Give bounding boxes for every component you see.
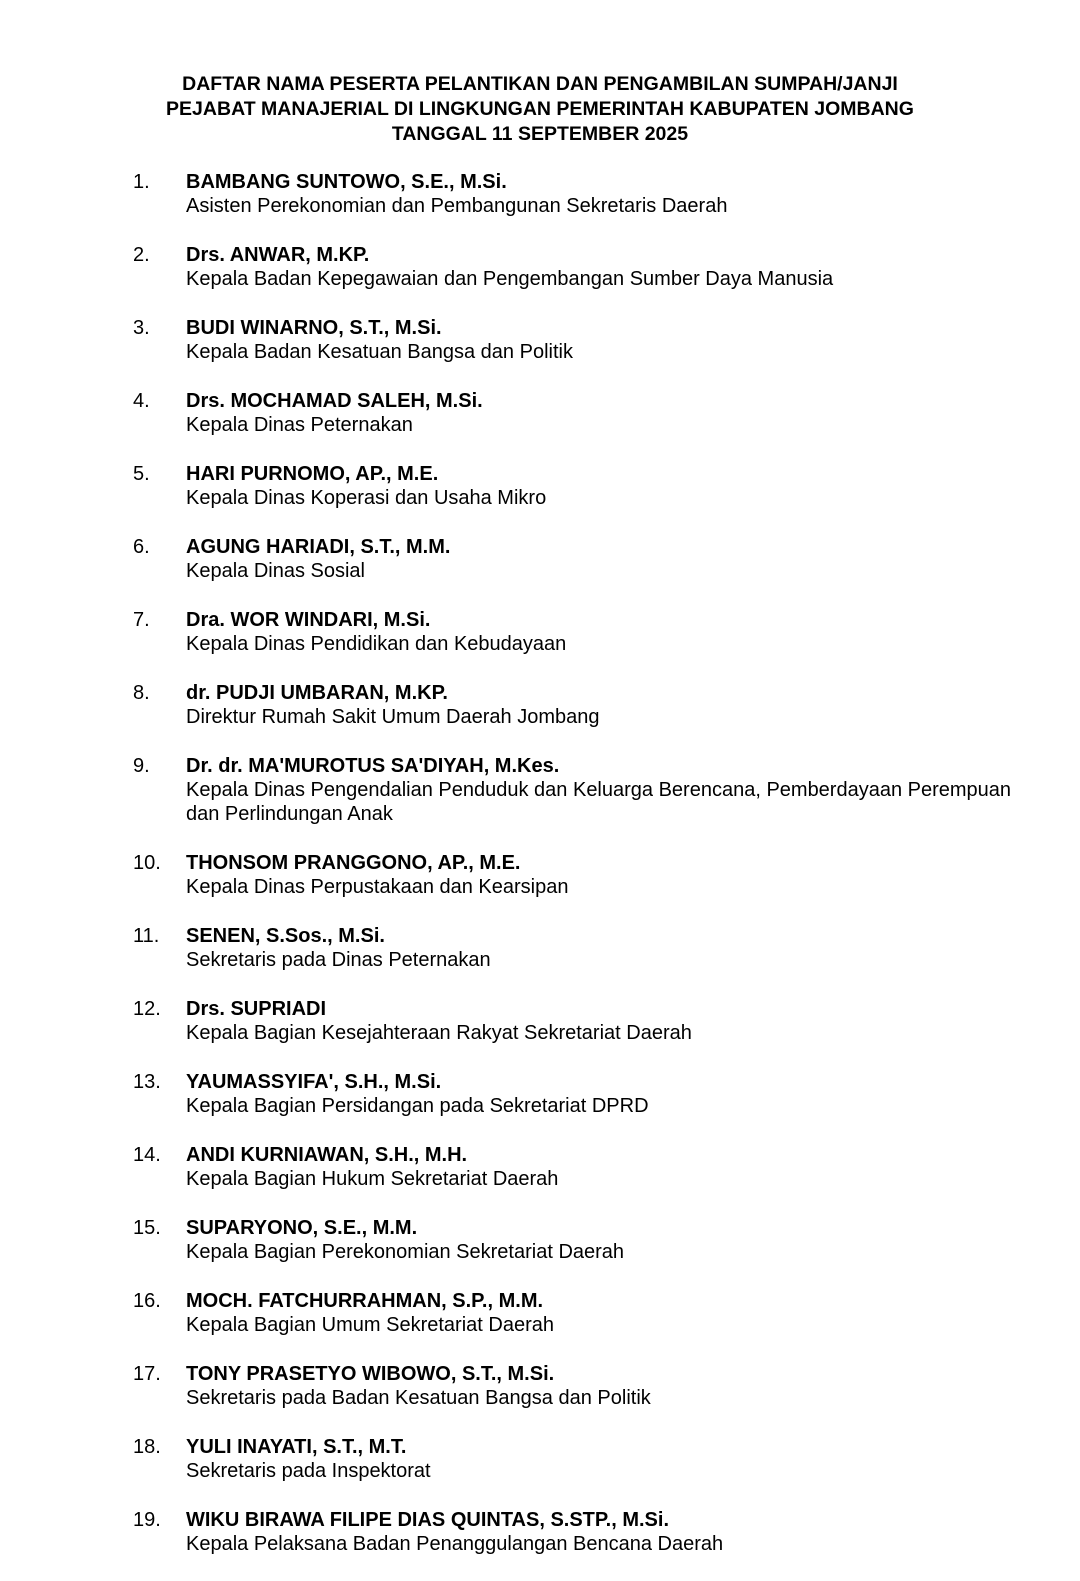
participant-position: Sekretaris pada Inspektorat (186, 1460, 431, 1482)
participant-position: Kepala Bagian Kesejahteraan Rakyat Sekretariat Daerah (186, 1022, 692, 1044)
participant-name: HARI PURNOMO, AP., M.E. (186, 463, 439, 485)
item-body (186, 535, 1046, 583)
title-line-3: TANGGAL 11 SEPTEMBER 2025 (391, 123, 689, 145)
participant-name: ANDI KURNIAWAN, S.H., M.H. (186, 1144, 468, 1166)
participant-name: SUPARYONO, S.E., M.M. (186, 1217, 418, 1239)
item-body (186, 462, 1046, 510)
participant-list (0, 170, 1080, 1581)
list-item (0, 316, 1080, 389)
item-number: 4. (133, 390, 150, 412)
item-body (186, 1143, 1046, 1191)
list-item (0, 389, 1080, 462)
participant-name: AGUNG HARIADI, S.T., M.M. (186, 536, 451, 558)
item-number: 6. (133, 536, 150, 558)
participant-name: Drs. ANWAR, M.KP. (186, 244, 370, 266)
participant-name: Drs. SUPRIADI (186, 998, 327, 1020)
item-number: 1. (133, 171, 150, 193)
item-number: 9. (133, 755, 150, 777)
item-body (186, 851, 1046, 899)
item-body (186, 924, 1046, 972)
item-number: 18. (133, 1436, 161, 1458)
item-body (186, 997, 1046, 1045)
item-body (186, 243, 1046, 291)
participant-position: Kepala Badan Kepegawaian dan Pengembangan Sumber Daya Manusia (186, 268, 834, 290)
participant-position: Sekretaris pada Dinas Peternakan (186, 949, 491, 971)
item-body (186, 1508, 1046, 1556)
participant-position: Kepala Bagian Hukum Sekretariat Daerah (186, 1168, 559, 1190)
participant-name: Dra. WOR WINDARI, M.Si. (186, 609, 431, 631)
participant-position: Kepala Bagian Persidangan pada Sekretariat DPRD (186, 1095, 649, 1117)
participant-name: SENEN, S.Sos., M.Si. (186, 925, 385, 947)
participant-name: BAMBANG SUNTOWO, S.E., M.Si. (186, 171, 507, 193)
list-item (0, 243, 1080, 316)
list-item (0, 681, 1080, 754)
participant-name: YAUMASSYIFA', S.H., M.Si. (186, 1071, 442, 1093)
item-number: 15. (133, 1217, 161, 1239)
item-number: 5. (133, 463, 150, 485)
item-number: 10. (133, 852, 161, 874)
participant-position: Kepala Pelaksana Badan Penanggulangan Bencana Daerah (186, 1533, 724, 1555)
item-number: 11. (133, 925, 160, 947)
item-number: 13. (133, 1071, 161, 1093)
list-item (0, 608, 1080, 681)
participant-position: Kepala Dinas Perpustakaan dan Kearsipan (186, 876, 569, 898)
participant-name: Drs. MOCHAMAD SALEH, M.Si. (186, 390, 483, 412)
list-item (0, 754, 1080, 851)
participant-name: WIKU BIRAWA FILIPE DIAS QUINTAS, S.STP., M.Si. (186, 1509, 669, 1531)
title-line-1: DAFTAR NAMA PESERTA PELANTIKAN DAN PENGAMBILAN SUMPAH/JANJI (182, 73, 898, 95)
participant-position: Kepala Dinas Sosial (186, 560, 365, 582)
list-item (0, 170, 1080, 243)
participant-name: Dr. dr. MA'MUROTUS SA'DIYAH, M.Kes. (186, 755, 560, 777)
item-body (186, 1435, 1046, 1483)
item-number: 8. (133, 682, 150, 704)
participant-position: Kepala Dinas Peternakan (186, 414, 413, 436)
list-item (0, 1508, 1080, 1581)
item-body (186, 1289, 1046, 1337)
list-item (0, 851, 1080, 924)
title-line-2: PEJABAT MANAJERIAL DI LINGKUNGAN PEMERINTAH KABUPATEN JOMBANG (166, 98, 914, 120)
item-body (186, 1362, 1046, 1410)
document-title (0, 72, 1080, 147)
item-body (186, 389, 1046, 437)
participant-position: Asisten Perekonomian dan Pembangunan Sekretaris Daerah (186, 195, 728, 217)
participant-position: Kepala Bagian Perekonomian Sekretariat Daerah (186, 1241, 625, 1263)
participant-position: Sekretaris pada Badan Kesatuan Bangsa dan Politik (186, 1387, 651, 1409)
list-item (0, 1143, 1080, 1216)
item-body (186, 1070, 1046, 1118)
item-number: 3. (133, 317, 150, 339)
participant-name: TONY PRASETYO WIBOWO, S.T., M.Si. (186, 1363, 555, 1385)
item-number: 14. (133, 1144, 161, 1166)
list-item (0, 997, 1080, 1070)
item-body (186, 170, 1046, 218)
participant-name: THONSOM PRANGGONO, AP., M.E. (186, 852, 521, 874)
participant-position: Direktur Rumah Sakit Umum Daerah Jombang (186, 706, 600, 728)
item-number: 16. (133, 1290, 161, 1312)
item-number: 2. (133, 244, 150, 266)
item-body (186, 754, 1046, 826)
participant-name: MOCH. FATCHURRAHMAN, S.P., M.M. (186, 1290, 544, 1312)
item-body (186, 316, 1046, 364)
item-body (186, 1216, 1046, 1264)
item-number: 12. (133, 998, 161, 1020)
list-item (0, 535, 1080, 608)
item-body (186, 608, 1046, 656)
item-number: 7. (133, 609, 150, 631)
item-body (186, 681, 1046, 729)
participant-name: dr. PUDJI UMBARAN, M.KP. (186, 682, 448, 704)
participant-name: YULI INAYATI, S.T., M.T. (186, 1436, 407, 1458)
participant-position: Kepala Dinas Pendidikan dan Kebudayaan (186, 633, 567, 655)
list-item (0, 462, 1080, 535)
list-item (0, 1435, 1080, 1508)
list-item (0, 1362, 1080, 1435)
participant-position: Kepala Dinas Koperasi dan Usaha Mikro (186, 487, 547, 509)
list-item (0, 924, 1080, 997)
participant-position: Kepala Badan Kesatuan Bangsa dan Politik (186, 341, 573, 363)
item-number: 19. (133, 1509, 161, 1531)
participant-name: BUDI WINARNO, S.T., M.Si. (186, 317, 442, 339)
item-number: 17. (133, 1363, 161, 1385)
list-item (0, 1070, 1080, 1143)
participant-position: Kepala Bagian Umum Sekretariat Daerah (186, 1314, 554, 1336)
list-item (0, 1289, 1080, 1362)
participant-position: Kepala Dinas Pengendalian Penduduk dan Keluarga Berencana, Pemberdayaan Perempuan dan Perlindungan Anak (186, 779, 1012, 825)
list-item (0, 1216, 1080, 1289)
